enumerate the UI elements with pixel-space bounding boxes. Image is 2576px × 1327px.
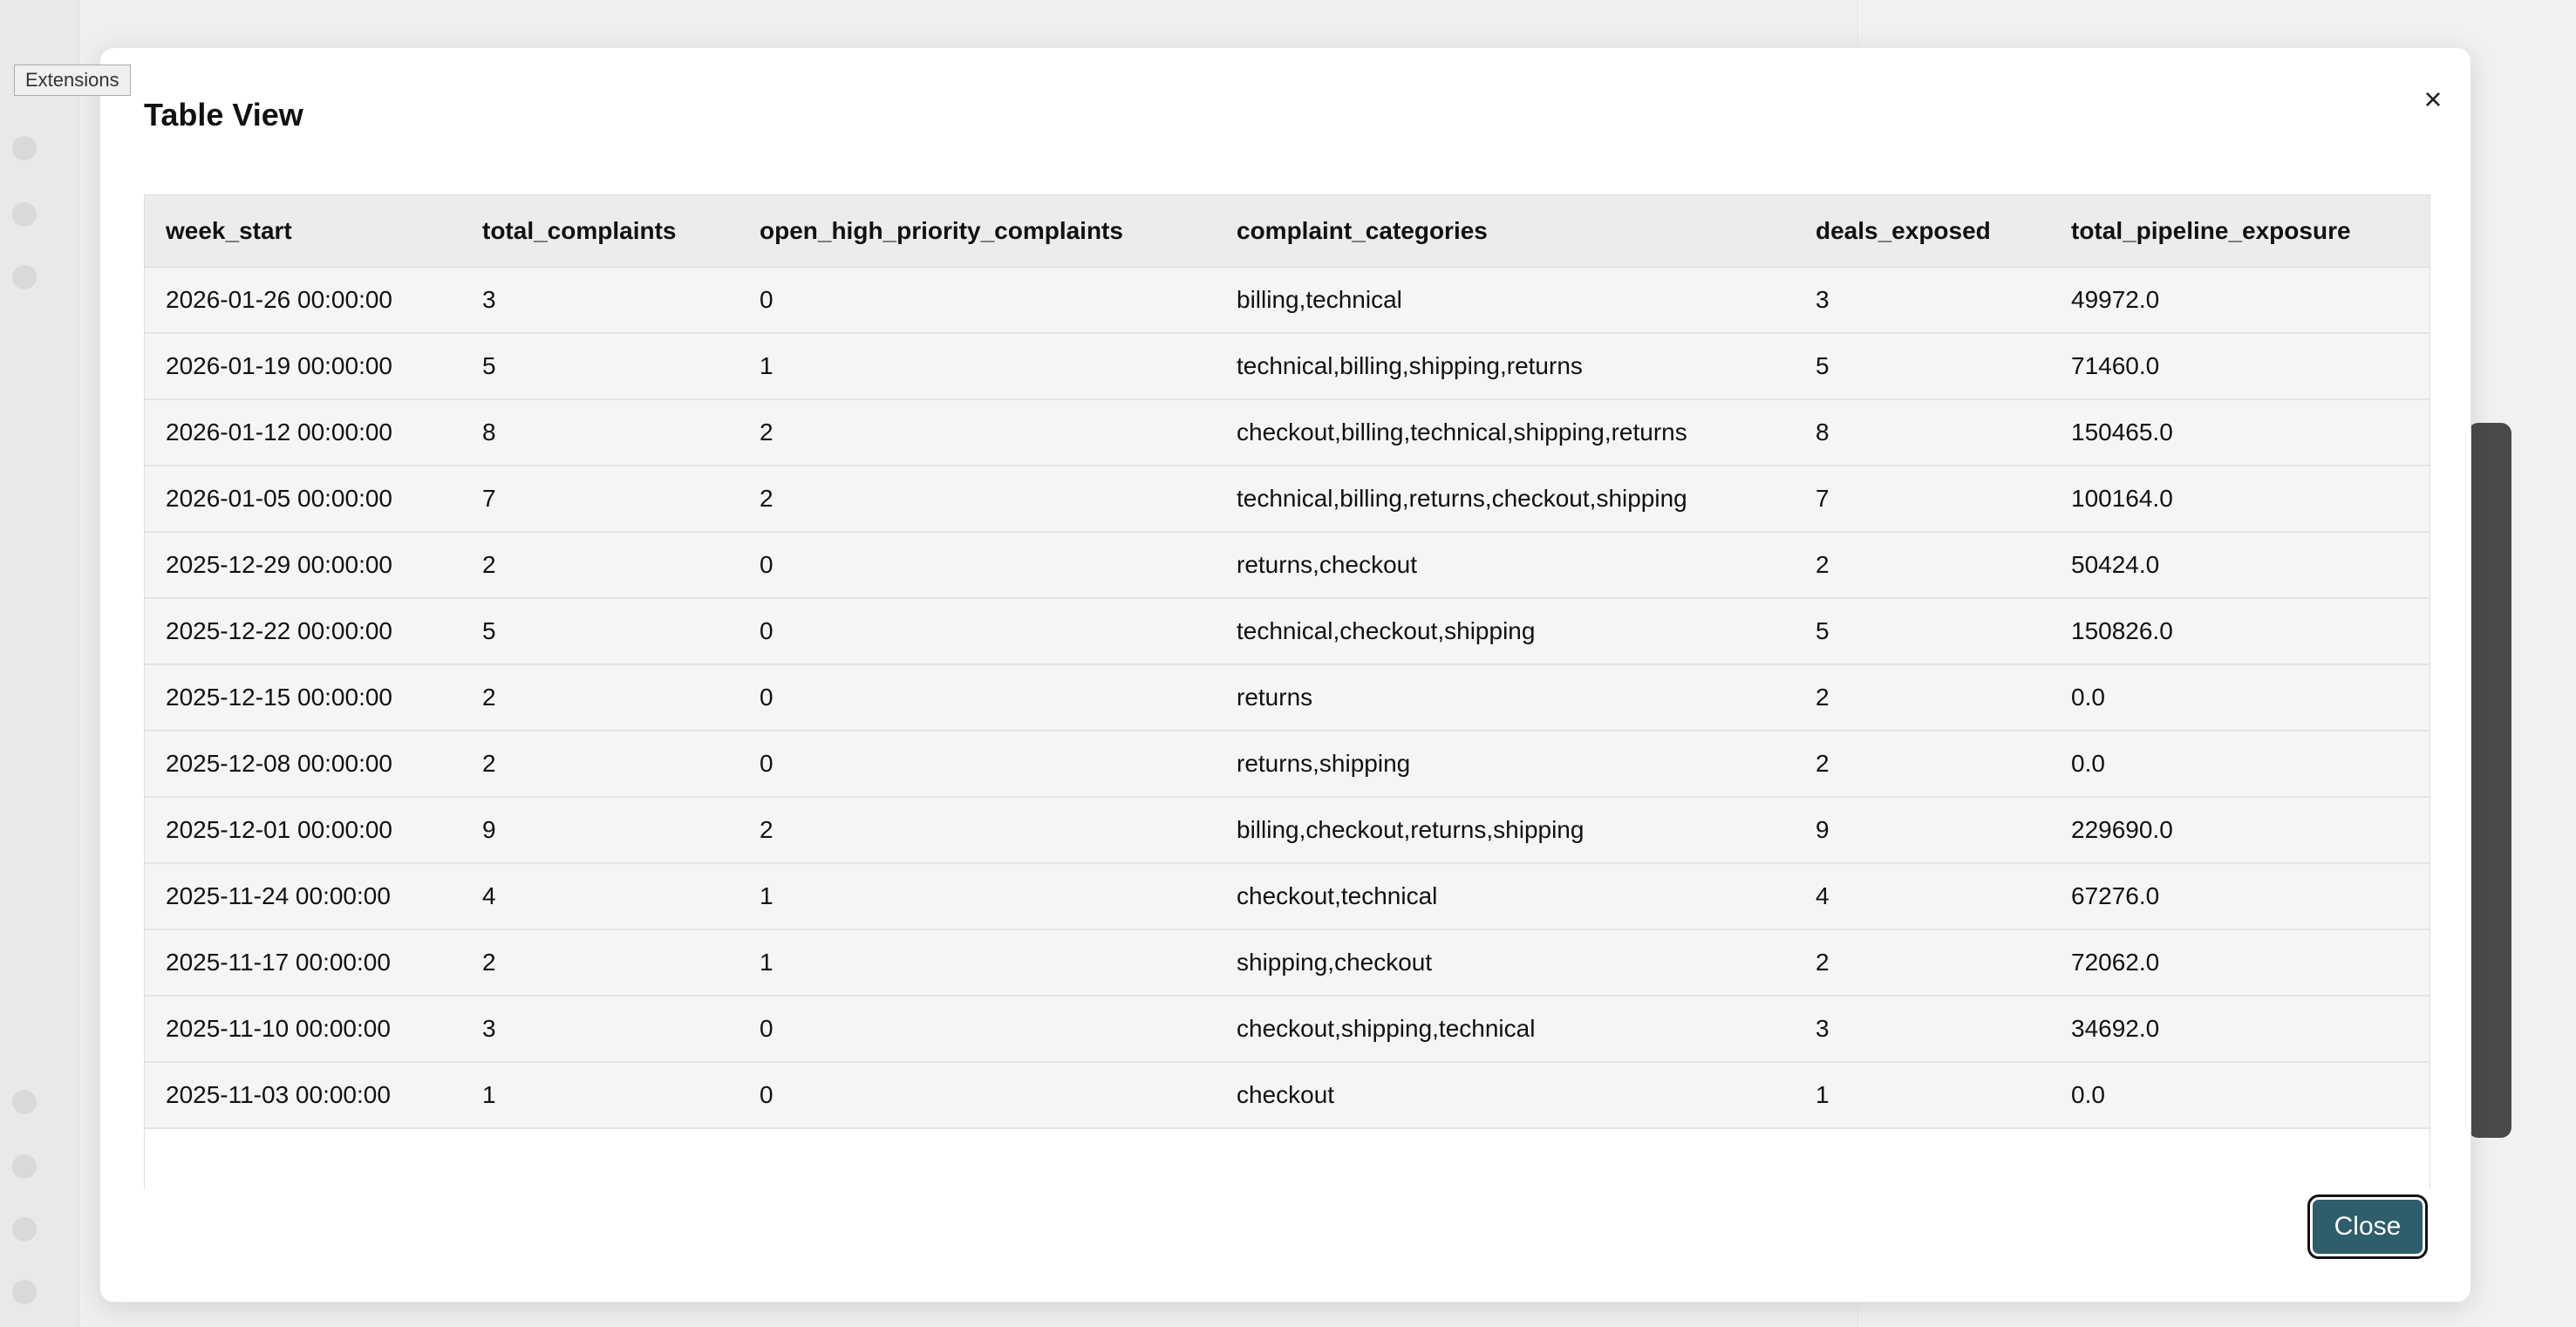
table-cell: 2025-11-03 00:00:00	[145, 1062, 461, 1128]
table-header	[145, 195, 2429, 268]
table-cell: returns,checkout	[1216, 532, 1795, 598]
table-row	[145, 797, 2429, 863]
table-cell: 3	[461, 268, 739, 334]
table-cell: 0.0	[2050, 1062, 2429, 1128]
table-cell: 2	[1795, 532, 2050, 598]
table-cell: technical,billing,shipping,returns	[1216, 333, 1795, 399]
sidebar-icon	[12, 1280, 37, 1304]
table-cell: 4	[461, 863, 739, 929]
table-row	[145, 532, 2429, 598]
table-cell: 2	[1795, 664, 2050, 731]
table-cell: 2025-11-24 00:00:00	[145, 863, 461, 929]
table-view-modal	[99, 47, 2471, 1303]
table-cell: technical,billing,returns,checkout,shipping	[1216, 466, 1795, 532]
table-cell: 2025-12-08 00:00:00	[145, 731, 461, 797]
table-row	[145, 996, 2429, 1062]
table-cell: 2025-12-29 00:00:00	[145, 532, 461, 598]
table-cell: 150465.0	[2050, 399, 2429, 466]
table-cell: 0	[739, 1062, 1216, 1128]
table-cell: 2	[461, 532, 739, 598]
table-cell: 7	[1795, 466, 2050, 532]
table-cell: 2026-01-19 00:00:00	[145, 333, 461, 399]
table-cell: 4	[1795, 863, 2050, 929]
table-cell: 0	[739, 731, 1216, 797]
column-header: week_start	[145, 195, 461, 268]
table-cell: 5	[1795, 333, 2050, 399]
close-button[interactable]: Close	[2310, 1197, 2425, 1256]
table-cell: 67276.0	[2050, 863, 2429, 929]
table-cell: 49972.0	[2050, 268, 2429, 334]
table-cell: returns	[1216, 664, 1795, 731]
table-row	[145, 863, 2429, 929]
table-cell: 150826.0	[2050, 598, 2429, 664]
table-cell: 2026-01-12 00:00:00	[145, 399, 461, 466]
sidebar-icon	[12, 202, 37, 227]
table-cell: 2025-11-17 00:00:00	[145, 929, 461, 996]
column-header: total_pipeline_exposure	[2050, 195, 2429, 268]
table-cell: 5	[461, 598, 739, 664]
table-cell: 9	[461, 797, 739, 863]
column-header: open_high_priority_complaints	[739, 195, 1216, 268]
table-cell: shipping,checkout	[1216, 929, 1795, 996]
data-table	[145, 195, 2429, 1129]
table-cell: 2	[1795, 929, 2050, 996]
table-cell: 2025-11-10 00:00:00	[145, 996, 461, 1062]
table-cell: 1	[739, 929, 1216, 996]
table-cell: 8	[461, 399, 739, 466]
table-cell: checkout,billing,technical,shipping,returns	[1216, 399, 1795, 466]
table-row	[145, 929, 2429, 996]
table-cell: 229690.0	[2050, 797, 2429, 863]
table-cell: checkout	[1216, 1062, 1795, 1128]
table-body	[145, 268, 2429, 1129]
extensions-tooltip: Extensions	[14, 65, 131, 96]
table-cell: 2	[739, 797, 1216, 863]
table-cell: 5	[1795, 598, 2050, 664]
data-table-container[interactable]	[144, 194, 2430, 1189]
sidebar-icon	[12, 265, 37, 289]
table-header-row	[145, 195, 2429, 268]
table-cell: 2	[461, 664, 739, 731]
table-row	[145, 268, 2429, 334]
table-cell: billing,technical	[1216, 268, 1795, 334]
table-cell: 3	[461, 996, 739, 1062]
table-cell: 3	[1795, 996, 2050, 1062]
table-cell: 100164.0	[2050, 466, 2429, 532]
table-cell: 2025-12-01 00:00:00	[145, 797, 461, 863]
table-cell: 2025-12-22 00:00:00	[145, 598, 461, 664]
table-cell: 0.0	[2050, 664, 2429, 731]
table-cell: technical,checkout,shipping	[1216, 598, 1795, 664]
table-row	[145, 1062, 2429, 1128]
background-sidebar	[0, 0, 79, 1327]
table-cell: 2	[1795, 731, 2050, 797]
column-header: total_complaints	[461, 195, 739, 268]
table-cell: 71460.0	[2050, 333, 2429, 399]
sidebar-icon	[12, 1090, 37, 1114]
table-cell: 1	[1795, 1062, 2050, 1128]
table-row	[145, 731, 2429, 797]
table-row	[145, 598, 2429, 664]
table-cell: 9	[1795, 797, 2050, 863]
table-cell: 2	[739, 399, 1216, 466]
column-header: deals_exposed	[1795, 195, 2050, 268]
table-cell: 2026-01-05 00:00:00	[145, 466, 461, 532]
table-cell: 7	[461, 466, 739, 532]
sidebar-icon	[12, 136, 37, 160]
table-row	[145, 399, 2429, 466]
table-cell: 5	[461, 333, 739, 399]
table-cell: 0	[739, 664, 1216, 731]
table-cell: 2026-01-26 00:00:00	[145, 268, 461, 334]
table-cell: checkout,technical	[1216, 863, 1795, 929]
close-icon[interactable]: ×	[2411, 78, 2455, 121]
background-dark-card	[2468, 423, 2511, 1138]
table-cell: 34692.0	[2050, 996, 2429, 1062]
table-cell: 2025-12-15 00:00:00	[145, 664, 461, 731]
table-cell: 2	[461, 731, 739, 797]
table-cell: returns,shipping	[1216, 731, 1795, 797]
table-cell: 72062.0	[2050, 929, 2429, 996]
table-cell: 0.0	[2050, 731, 2429, 797]
table-cell: 50424.0	[2050, 532, 2429, 598]
table-cell: 8	[1795, 399, 2050, 466]
table-cell: checkout,shipping,technical	[1216, 996, 1795, 1062]
table-cell: billing,checkout,returns,shipping	[1216, 797, 1795, 863]
sidebar-icon	[12, 1154, 37, 1179]
table-cell: 2	[461, 929, 739, 996]
table-cell: 0	[739, 268, 1216, 334]
table-cell: 0	[739, 598, 1216, 664]
table-cell: 1	[461, 1062, 739, 1128]
table-cell: 0	[739, 532, 1216, 598]
table-row	[145, 664, 2429, 731]
modal-title: Table View	[144, 97, 303, 133]
table-row	[145, 333, 2429, 399]
table-cell: 3	[1795, 268, 2050, 334]
table-cell: 0	[739, 996, 1216, 1062]
sidebar-icon	[12, 1217, 37, 1242]
table-cell: 1	[739, 863, 1216, 929]
table-row	[145, 466, 2429, 532]
table-cell: 2	[739, 466, 1216, 532]
column-header: complaint_categories	[1216, 195, 1795, 268]
table-cell: 1	[739, 333, 1216, 399]
